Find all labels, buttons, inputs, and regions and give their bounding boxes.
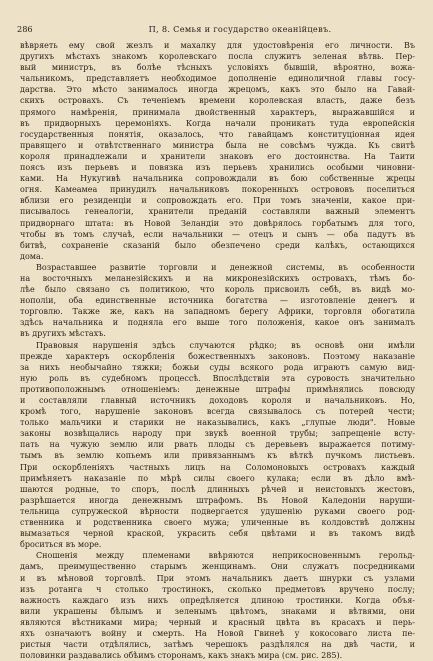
text-line: Правовыя нарушенія здѣсь случаются рѣдко; въ основѣ они имѣли xyxy=(36,340,415,350)
text-line: въ придворныхъ церемоніяхъ. Когда начали проникать туда европейскія xyxy=(20,118,415,128)
text-line: дома. xyxy=(20,251,44,261)
text-line: въ другихъ мѣстахъ. xyxy=(20,329,106,339)
text-line: прежде характеръ оскорбленія божественныхъ законовъ. Поэтому наказаніе xyxy=(20,351,415,361)
text-line: ную роль въ судебномъ процессѣ. Впослѣдствіи эта суровость значительно xyxy=(20,373,415,383)
text-line: нополіи, оба единственные источника богатства — изготовленіе денегъ и xyxy=(20,296,415,306)
text-line: ками. На Нукугивѣ начальника сопровождали въ бою собственные жрецы xyxy=(20,174,415,184)
text-line: чтобы въ томъ случаѣ, если начальники — отецъ и сынъ — оба падутъ въ xyxy=(20,229,415,239)
text-body xyxy=(20,40,415,661)
text-line: При оскорбленіяхъ частныхъ лицъ на Соломоновыхъ островахъ каждый xyxy=(20,462,415,472)
text-line: вымазаться черной краской, украсить себя цвѣтами и въ такомъ видѣ xyxy=(20,529,415,539)
text-line: пать на чужую землю или рвать плоды съ деревьевъ выражается потиму- xyxy=(20,440,415,450)
text-line: писывалось генеалогіи, хранители преданій составляли важный элементъ xyxy=(20,207,415,217)
text-line: лѣе было связано съ политикою, что король присвоилъ себѣ, въ видѣ мо- xyxy=(20,285,415,295)
text-line: огня. Камеамеа принудилъ начальниковъ покоренныхъ острововъ поселиться xyxy=(20,185,415,195)
text-line: броситься въ море. xyxy=(20,540,102,550)
text-line: поясъ изъ перьевъ и повязка изъ перьевъ хранились особыми чиновни- xyxy=(20,163,415,173)
text-line: здѣсь начальника и подняла его выше того положенія, какое онъ занималъ xyxy=(20,318,415,328)
text-line: вблизи его резиденціи и сопровождать его. При томъ значеніи, какое при- xyxy=(20,196,415,206)
page-number: 286 xyxy=(17,24,33,34)
text-line: ристыя части отдѣлялись, затѣмъ черешокъ раздѣлялся на двѣ части, и xyxy=(20,640,415,650)
text-line: за нихъ необычайно тяжки; божьи суды всякого рода играютъ самую вид- xyxy=(20,362,415,372)
text-line: вый министръ, въ болѣе тѣсныхъ условіяхъ бывшій, вѣроятно, вожа- xyxy=(20,63,415,73)
page-header xyxy=(17,22,415,36)
text-line: вѣвряеть ему свой жезлъ и махалку для удостовѣренія его личности. Въ xyxy=(20,41,415,50)
text-line: примѣняетъ наказаніе по мѣрѣ силы своего кулака; если въ дѣло вмѣ- xyxy=(20,473,415,483)
text-line: и составляли главный источникъ доходовъ короля и начальниковъ. Но, xyxy=(20,396,415,405)
text-line: тымъ въ землю копьемъ или привязаннымъ къ вѣткѣ пучкомъ листьевъ. xyxy=(20,451,415,461)
text-line: половинки раздавались обѣимъ сторонамъ, какъ знакъ мира (см. рис. 285). xyxy=(20,651,343,661)
text-line: шаются родные, то споръ, послѣ длинныхъ рѣчей и неистовыхъ жестовъ, xyxy=(20,484,415,494)
text-line: вили украшены бѣлымъ и зеленымъ цвѣтомъ, знаками и вѣтвями, они xyxy=(20,606,415,616)
text-line: государственныя понятія, оказалось, что гавайцамъ конституціонная идея xyxy=(20,129,415,139)
text-line: короля принадлежали и хранители знаковъ его достоинства. На Таити xyxy=(20,151,415,161)
text-line: кромѣ того, нарушеніе законовъ всегда связывалось съ потерей чести; xyxy=(20,407,415,417)
text-line: яхъ означаютъ войну и смерть. На Новой Гвинеѣ у кокосоваго листа пе- xyxy=(20,628,415,638)
text-line: являются вѣстниками мира; черный и красный цвѣта въ красахъ и перь- xyxy=(20,617,415,627)
text-line: законы возвѣщались народу при звукѣ военной трубы; запрещеніе всту- xyxy=(20,429,415,439)
text-line: чальникомъ, представляетъ необходимое дополненіе единоличной главы госу- xyxy=(20,74,415,84)
text-line: разрѣшается иногда денежнымъ штрафомъ. Въ Новой Каледоніи наруши- xyxy=(20,495,415,505)
text-line: другихъ мѣстахъ знакомъ королевскаго посла служитъ зеленая вѣтвь. Пер- xyxy=(20,52,415,62)
text-line: Сношенія между племенами ввѣряются неприкосновеннымъ герольд- xyxy=(36,551,415,561)
running-title: П, 8. Семья и государство океанійцевъ. xyxy=(148,24,332,34)
text-line: скихъ островахъ. Съ теченіемъ времени королевская власть, даже безъ xyxy=(20,96,415,106)
text-line: на восточныхъ меланезійскихъ и на микронезійскихъ островахъ, тѣмъ бо- xyxy=(20,273,415,283)
text-line: и въ мѣновой торговлѣ. При этомъ начальникъ даетъ шнурки съ узлами xyxy=(20,573,415,583)
text-line: Возраставшее развитіе торговли и денежной системы, въ особенности xyxy=(36,262,415,272)
text-line: придворнаго штата: въ Новой Зеландіи это довѣрялось горбатымъ для того, xyxy=(20,218,415,228)
text-line: торговлю. Также же, какъ на западномъ берегу Африки, торговля обогатила xyxy=(20,307,415,317)
text-line: дамъ, преимущественно старымъ женщинамъ. Они служатъ посредниками xyxy=(20,562,415,572)
text-line: прямого намѣренія, принимала двойственный характеръ, выражавшійся и xyxy=(20,107,415,117)
text-line: правящего и отвѣтственнаго министра была не совсѣмъ чужда. Къ свитѣ xyxy=(20,140,415,150)
text-line: противоположнымъ отношеніемъ: денежные штрафы примѣнялись повсюду xyxy=(20,384,415,394)
text-line: дарства. Это мѣсто занималось иногда жрецомъ, какъ это было на Гавай- xyxy=(20,85,415,95)
text-line: битвѣ, сохраненіе сказаній было обезпечено среди калѣкъ, остающихся xyxy=(20,240,415,250)
text-line: важность каждаго изъ нихъ опредѣляется длиною тростинки. Когда объя- xyxy=(20,595,415,605)
text-line: только мальчики и старики не наказывались, какъ „глупые люди". Новые xyxy=(20,418,415,428)
text-line: изъ ротанга ч столько тростинокъ, сколько предметовъ вручено послу; xyxy=(20,584,415,594)
text-line: ственника и родственника своего мужа; уличенные въ колдовствѣ должны xyxy=(20,518,415,528)
text-line: тельница супружеской вѣрности подвергается удушенію руками своего род- xyxy=(20,506,415,516)
